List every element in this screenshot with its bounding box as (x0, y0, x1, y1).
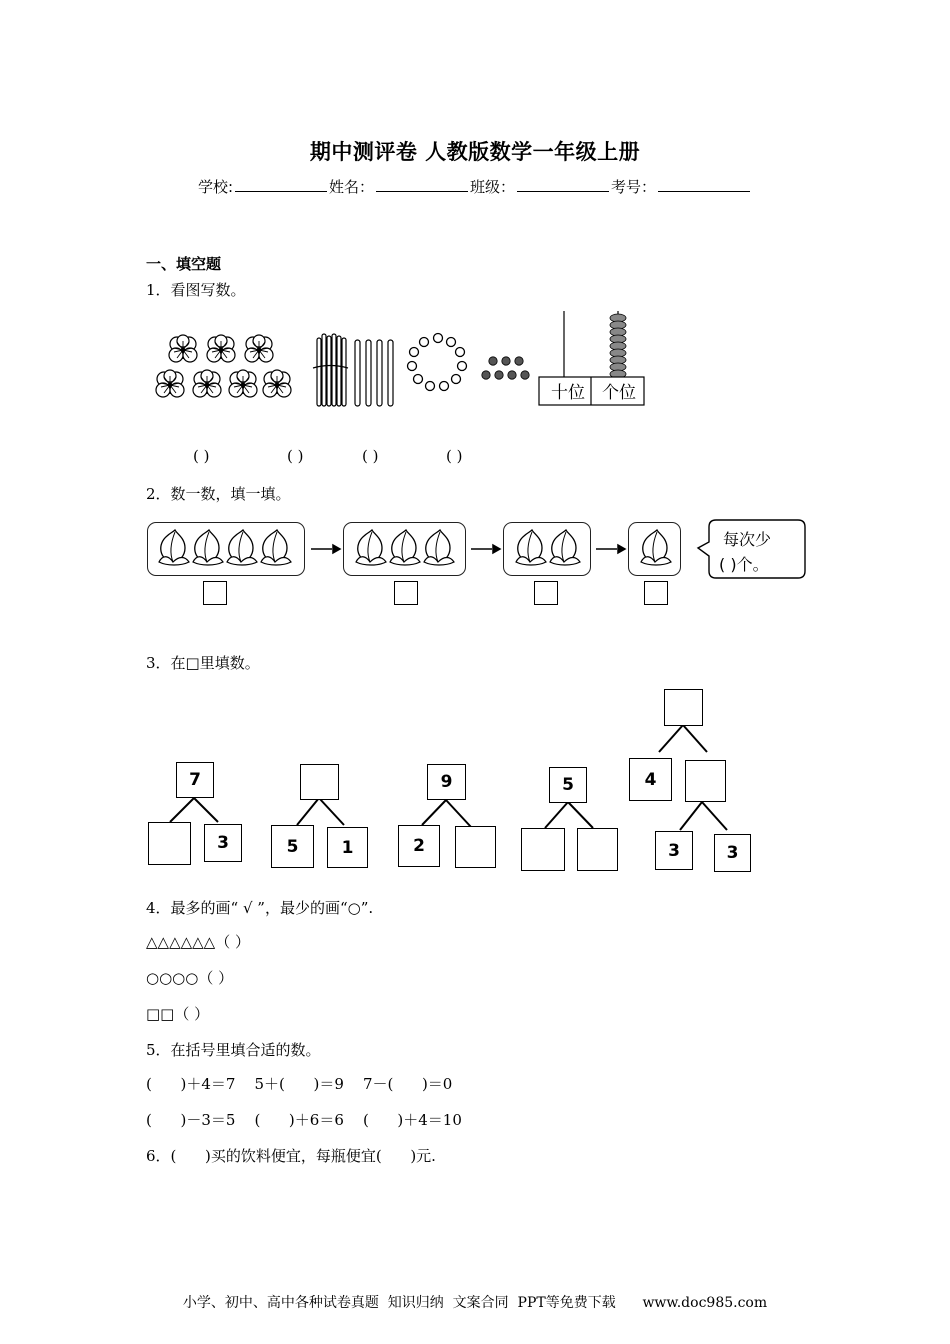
tree3-right-box[interactable] (455, 826, 496, 868)
tree1-top-box: 7 (176, 762, 214, 798)
count-box-2[interactable] (394, 581, 418, 605)
tree5-top-box[interactable] (664, 689, 703, 726)
sticks-group (313, 334, 393, 406)
tree4-left-box[interactable] (521, 828, 565, 871)
q1-prompt: 1．看图写数。 (146, 281, 246, 299)
q1-answer-1[interactable]: ( ) (193, 447, 210, 465)
q1-answer-3[interactable]: ( ) (362, 447, 379, 465)
tree4-top-box: 5 (549, 767, 587, 803)
tree1-left-box[interactable] (148, 822, 191, 865)
section-heading: 一、填空题 (146, 255, 222, 273)
peaches-2 (516, 530, 580, 565)
bubble-line-2[interactable]: ( )个。 (719, 555, 769, 574)
bubble-line-1: 每次少 (723, 530, 772, 549)
tree2-right-box: 1 (327, 827, 368, 868)
q4-triangles-line[interactable]: △△△△△△（ ） (146, 933, 250, 951)
q1-answer-2[interactable]: ( ) (287, 447, 304, 465)
exam-no-blank[interactable] (658, 177, 750, 192)
school-label: 学校: (197, 178, 233, 196)
student-info-line (0, 176, 950, 197)
tree3-top-box: 9 (427, 764, 466, 800)
tree5-bottom-left-box: 3 (655, 831, 693, 870)
q3-prompt: 3．在□里填数。 (146, 654, 260, 672)
exam-no-label: 考号： (611, 178, 657, 196)
beads-ring (408, 334, 467, 391)
q4-squares-line[interactable]: □□（ ） (146, 1005, 210, 1023)
tree5-right-box[interactable] (685, 760, 726, 802)
peaches-4 (159, 530, 291, 565)
school-blank[interactable] (235, 177, 327, 192)
abacus-ones-label: 个位 (602, 383, 636, 403)
flower-group (156, 335, 291, 397)
beads-loose (482, 357, 529, 379)
class-label: 班级： (470, 178, 516, 196)
page-title: 期中测评卷 人教版数学一年级上册 (309, 140, 641, 164)
tree4-right-box[interactable] (577, 828, 618, 871)
class-blank[interactable] (517, 177, 609, 192)
count-box-4[interactable] (644, 581, 668, 605)
tree3-left-box: 2 (398, 825, 440, 867)
name-label: 姓名： (329, 178, 375, 196)
peaches-3 (356, 530, 454, 565)
tree1-right-box: 3 (204, 824, 242, 862)
name-blank[interactable] (376, 177, 468, 192)
q4-prompt: 4．最多的画“ √ ”，最少的画“○”. (146, 899, 374, 917)
q6-prompt[interactable]: 6．( )买的饮料便宜，每瓶便宜( )元. (146, 1147, 436, 1165)
q4-circles-line[interactable]: ○○○○（ ） (146, 969, 234, 987)
q2-figures (0, 500, 950, 620)
count-box-3[interactable] (534, 581, 558, 605)
tree2-top-box[interactable] (300, 764, 339, 800)
tree2-left-box: 5 (271, 825, 314, 868)
q5-prompt: 5．在括号里填合适的数。 (146, 1041, 321, 1059)
count-box-1[interactable] (203, 581, 227, 605)
q5-equations-2[interactable]: ( )－3＝5 ( )＋6＝6 ( )＋4＝10 (146, 1111, 462, 1129)
footer-text: 小学、初中、高中各种试卷真题 知识归纳 文案合同 PPT等免费下载 www.doc985.com (182, 1295, 768, 1311)
peaches-1 (641, 530, 671, 565)
tree5-bottom-right-box: 3 (714, 834, 751, 872)
q2-prompt: 2．数一数，填一填。 (146, 485, 291, 503)
tree5-left-box: 4 (629, 758, 672, 801)
q1-answer-4[interactable]: ( ) (446, 447, 463, 465)
q5-equations-1[interactable]: ( )＋4＝7 5＋( )＝9 7－( )＝0 (146, 1075, 453, 1093)
abacus-tens-label: 十位 (551, 383, 585, 403)
